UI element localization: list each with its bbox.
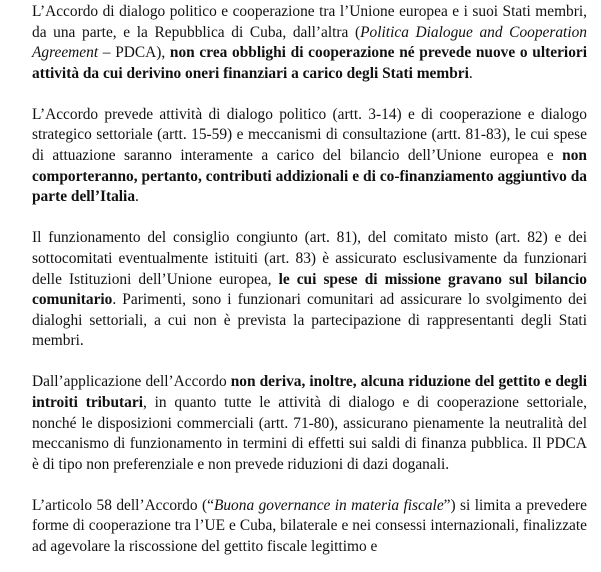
text-segment-bold: non crea obblighi di cooperazione né prevede nuove o ulteriori attività da cui derivino oneri finanziari a carico degli Stati membri [32, 44, 587, 82]
text-segment: , in quanto tutte le attività di dialogo e di cooperazione settoriale, nonché le disposizioni commerciali (artt. 71-80), assicurano pienamente la neutralità del meccanismo di funzionamento in termini di effetti sui saldi di finanza pubblica. Il PDCA è di tipo non preferenziale e non prevede riduzioni di dazi doganali. [32, 394, 587, 473]
text-segment: L’Accordo di dialogo politico e cooperazione tra l’Unione europea e i suoi Stati membri, da una parte, e la Repubblica di Cuba, dall’altra ( [32, 3, 587, 41]
text-segment-italic: Politica Dialogue and Cooperation Agreement [32, 23, 587, 62]
text-segment: . [468, 64, 473, 82]
text-segment: Il funzionamento del consiglio congiunto (art. 81), del comitato misto (art. 82) e dei sottocomitati eventualmente istituiti (art. 83) è assicurato esclusivamente da funzionari delle Istituzioni dell’Unione europea, [32, 229, 587, 288]
text-segment: ”) si limita a prevedere forme di cooperazione tra l’UE e Cuba, bilaterale e nei consessi internazionali, finalizzate ad agevolare la riscossione del gettito fiscale legittimo e [32, 496, 588, 556]
text-segment-bold: non deriva, inoltre, alcuna riduzione del gettito e degli introiti tributari [32, 373, 587, 411]
paragraph-5 [32, 496, 587, 558]
text-segment: Dall’applicazione dell’Accordo [32, 373, 231, 391]
text-segment: L’Accordo prevede attività di dialogo politico (artt. 3-14) e di cooperazione e dialogo strategico settoriale (artt. 15-59) e meccanismi di consultazione (artt. 81-83), le cui spese di attuazione saranno interamente a carico del bilancio dell’Unione europea e [32, 105, 587, 165]
paragraph-1 [32, 2, 587, 84]
text-segment: . Parimenti, sono i funzionari comunitari ad assicurare lo svolgimento dei dialoghi settoriali, a cui non è prevista la partecipazione di rappresentanti degli Stati membri. [32, 291, 587, 350]
text-segment: – PDCA), [98, 44, 170, 62]
paragraph-4 [32, 372, 587, 475]
document-page [32, 2, 587, 558]
text-segment-bold: non comporteranno, pertanto, contributi addizionali e di co-finanziamento aggiuntivo da parte dell’Italia [32, 147, 587, 206]
text-segment-bold: le cui spese di missione gravano sul bilancio comunitario [32, 270, 588, 309]
text-segment-italic: Buona governance in materia fiscale [213, 496, 444, 514]
text-segment: . [135, 188, 139, 206]
text-segment: L’articolo 58 dell’Accordo (“ [32, 496, 214, 514]
paragraph-3 [32, 228, 587, 352]
paragraph-2 [32, 105, 587, 208]
